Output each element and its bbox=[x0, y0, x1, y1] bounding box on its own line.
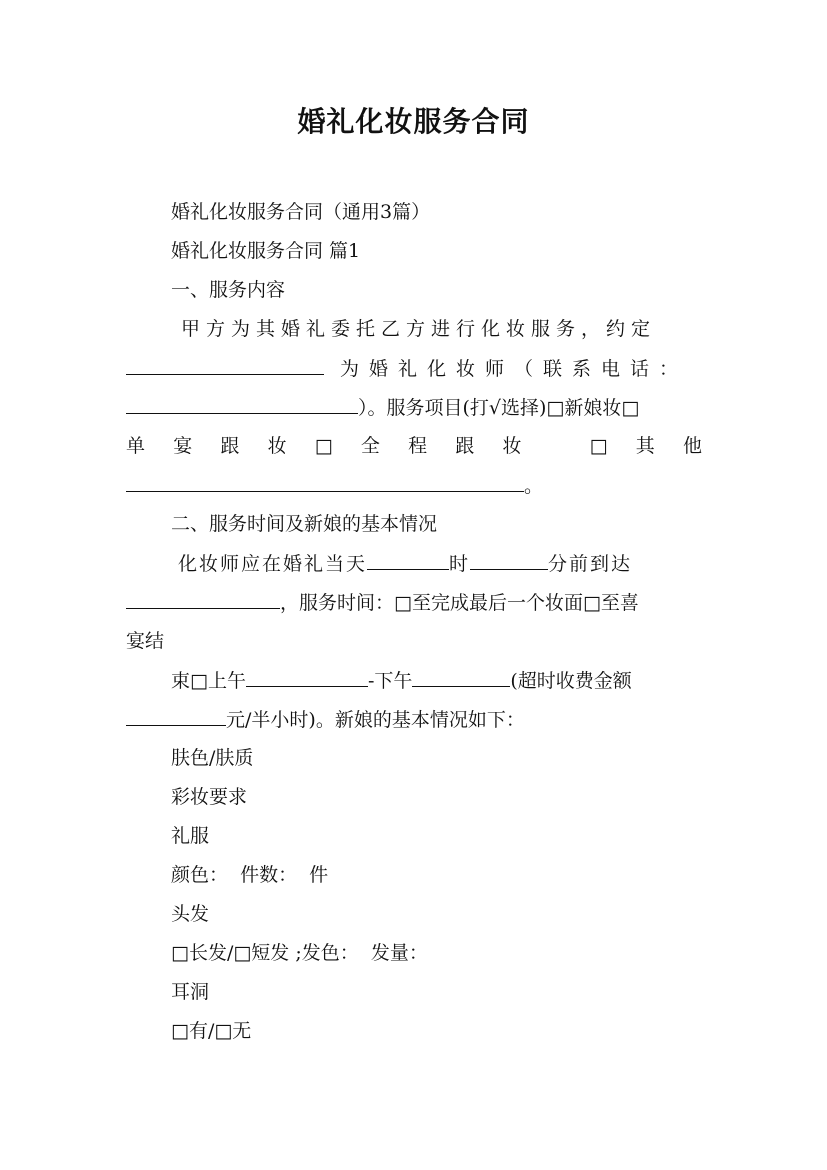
word: 程 bbox=[408, 435, 428, 457]
blank-arrival bbox=[126, 589, 280, 609]
section-2-paragraph-line-2 bbox=[126, 589, 702, 616]
paragraph-text: 束□上午 bbox=[171, 670, 246, 692]
word: 全 bbox=[360, 435, 380, 457]
blank-afternoon bbox=[412, 667, 510, 687]
word: 跟 bbox=[220, 435, 240, 457]
word: 他 bbox=[682, 435, 702, 457]
word: 妆 bbox=[502, 435, 522, 457]
section-1-paragraph-line-3 bbox=[126, 394, 702, 421]
blank-makeup-artist bbox=[126, 355, 324, 375]
word: 妆 bbox=[267, 435, 287, 457]
word: 宴 bbox=[173, 435, 193, 457]
paragraph-text: ，服务时间：□至完成最后一个妆面□至喜 bbox=[280, 592, 639, 614]
blank-other bbox=[126, 472, 524, 492]
section-1-paragraph-line-4 bbox=[126, 433, 702, 459]
section-1-paragraph-line-2 bbox=[126, 355, 702, 382]
word: 单 bbox=[126, 435, 146, 457]
paragraph-text: -下午 bbox=[367, 670, 413, 692]
word: 其 bbox=[635, 435, 655, 457]
section-2-paragraph-line-5 bbox=[126, 706, 702, 733]
checkbox: □ bbox=[314, 435, 333, 457]
paragraph-text: 化妆师应在婚礼当天 bbox=[178, 553, 368, 575]
section-1-paragraph-line-1 bbox=[126, 316, 702, 342]
info-item-ear: 耳洞 bbox=[171, 981, 210, 1003]
blank-hour bbox=[367, 550, 449, 570]
section-2-paragraph-line-1 bbox=[126, 550, 702, 577]
document-title: 婚礼化妆服务合同 bbox=[297, 105, 530, 138]
info-item-gown-detail: 颜色： 件数： 件 bbox=[171, 864, 329, 886]
blank-phone bbox=[126, 394, 358, 414]
part-heading: 婚礼化妆服务合同 篇1 bbox=[171, 240, 361, 262]
paragraph-text: 分前到达 bbox=[548, 553, 633, 575]
info-item-hair: 头发 bbox=[171, 903, 210, 925]
word: 跟 bbox=[455, 435, 475, 457]
paragraph-text: 。 bbox=[524, 475, 544, 497]
paragraph-text: ）。服务项目(打√选择)□新娘妆□ bbox=[358, 397, 640, 419]
section-2-heading: 二、服务时间及新娘的基本情况 bbox=[171, 513, 438, 535]
section-1-heading: 一、服务内容 bbox=[171, 279, 286, 301]
info-item-skin: 肤色/肤质 bbox=[171, 747, 254, 769]
paragraph-text: 元/半小时)。新娘的基本情况如下： bbox=[226, 709, 525, 731]
section-2-paragraph-line-3: 宴结 bbox=[126, 630, 165, 652]
checkbox: □ bbox=[589, 435, 608, 457]
paragraph-text: (超时收费金额 bbox=[510, 670, 632, 692]
paragraph-text: 时 bbox=[449, 553, 471, 575]
info-item-ear-detail: □有/□无 bbox=[171, 1020, 252, 1042]
info-item-makeup: 彩妆要求 bbox=[171, 786, 248, 808]
paragraph-text: 为婚礼化妆师（联系电话： bbox=[340, 358, 689, 380]
document-subtitle: 婚礼化妆服务合同（通用3篇） bbox=[171, 201, 431, 223]
section-2-paragraph-line-4 bbox=[171, 667, 702, 694]
blank-minute bbox=[470, 550, 548, 570]
blank-morning bbox=[246, 667, 368, 687]
info-item-gown: 礼服 bbox=[171, 825, 210, 847]
blank-overtime-fee bbox=[126, 706, 226, 726]
paragraph-text: 甲方为其婚礼委托乙方进行化妆服务，约定 bbox=[181, 318, 657, 340]
info-item-hair-detail: □长发/□短发 ;发色： 发量： bbox=[171, 942, 428, 964]
section-1-paragraph-line-5 bbox=[126, 472, 702, 499]
